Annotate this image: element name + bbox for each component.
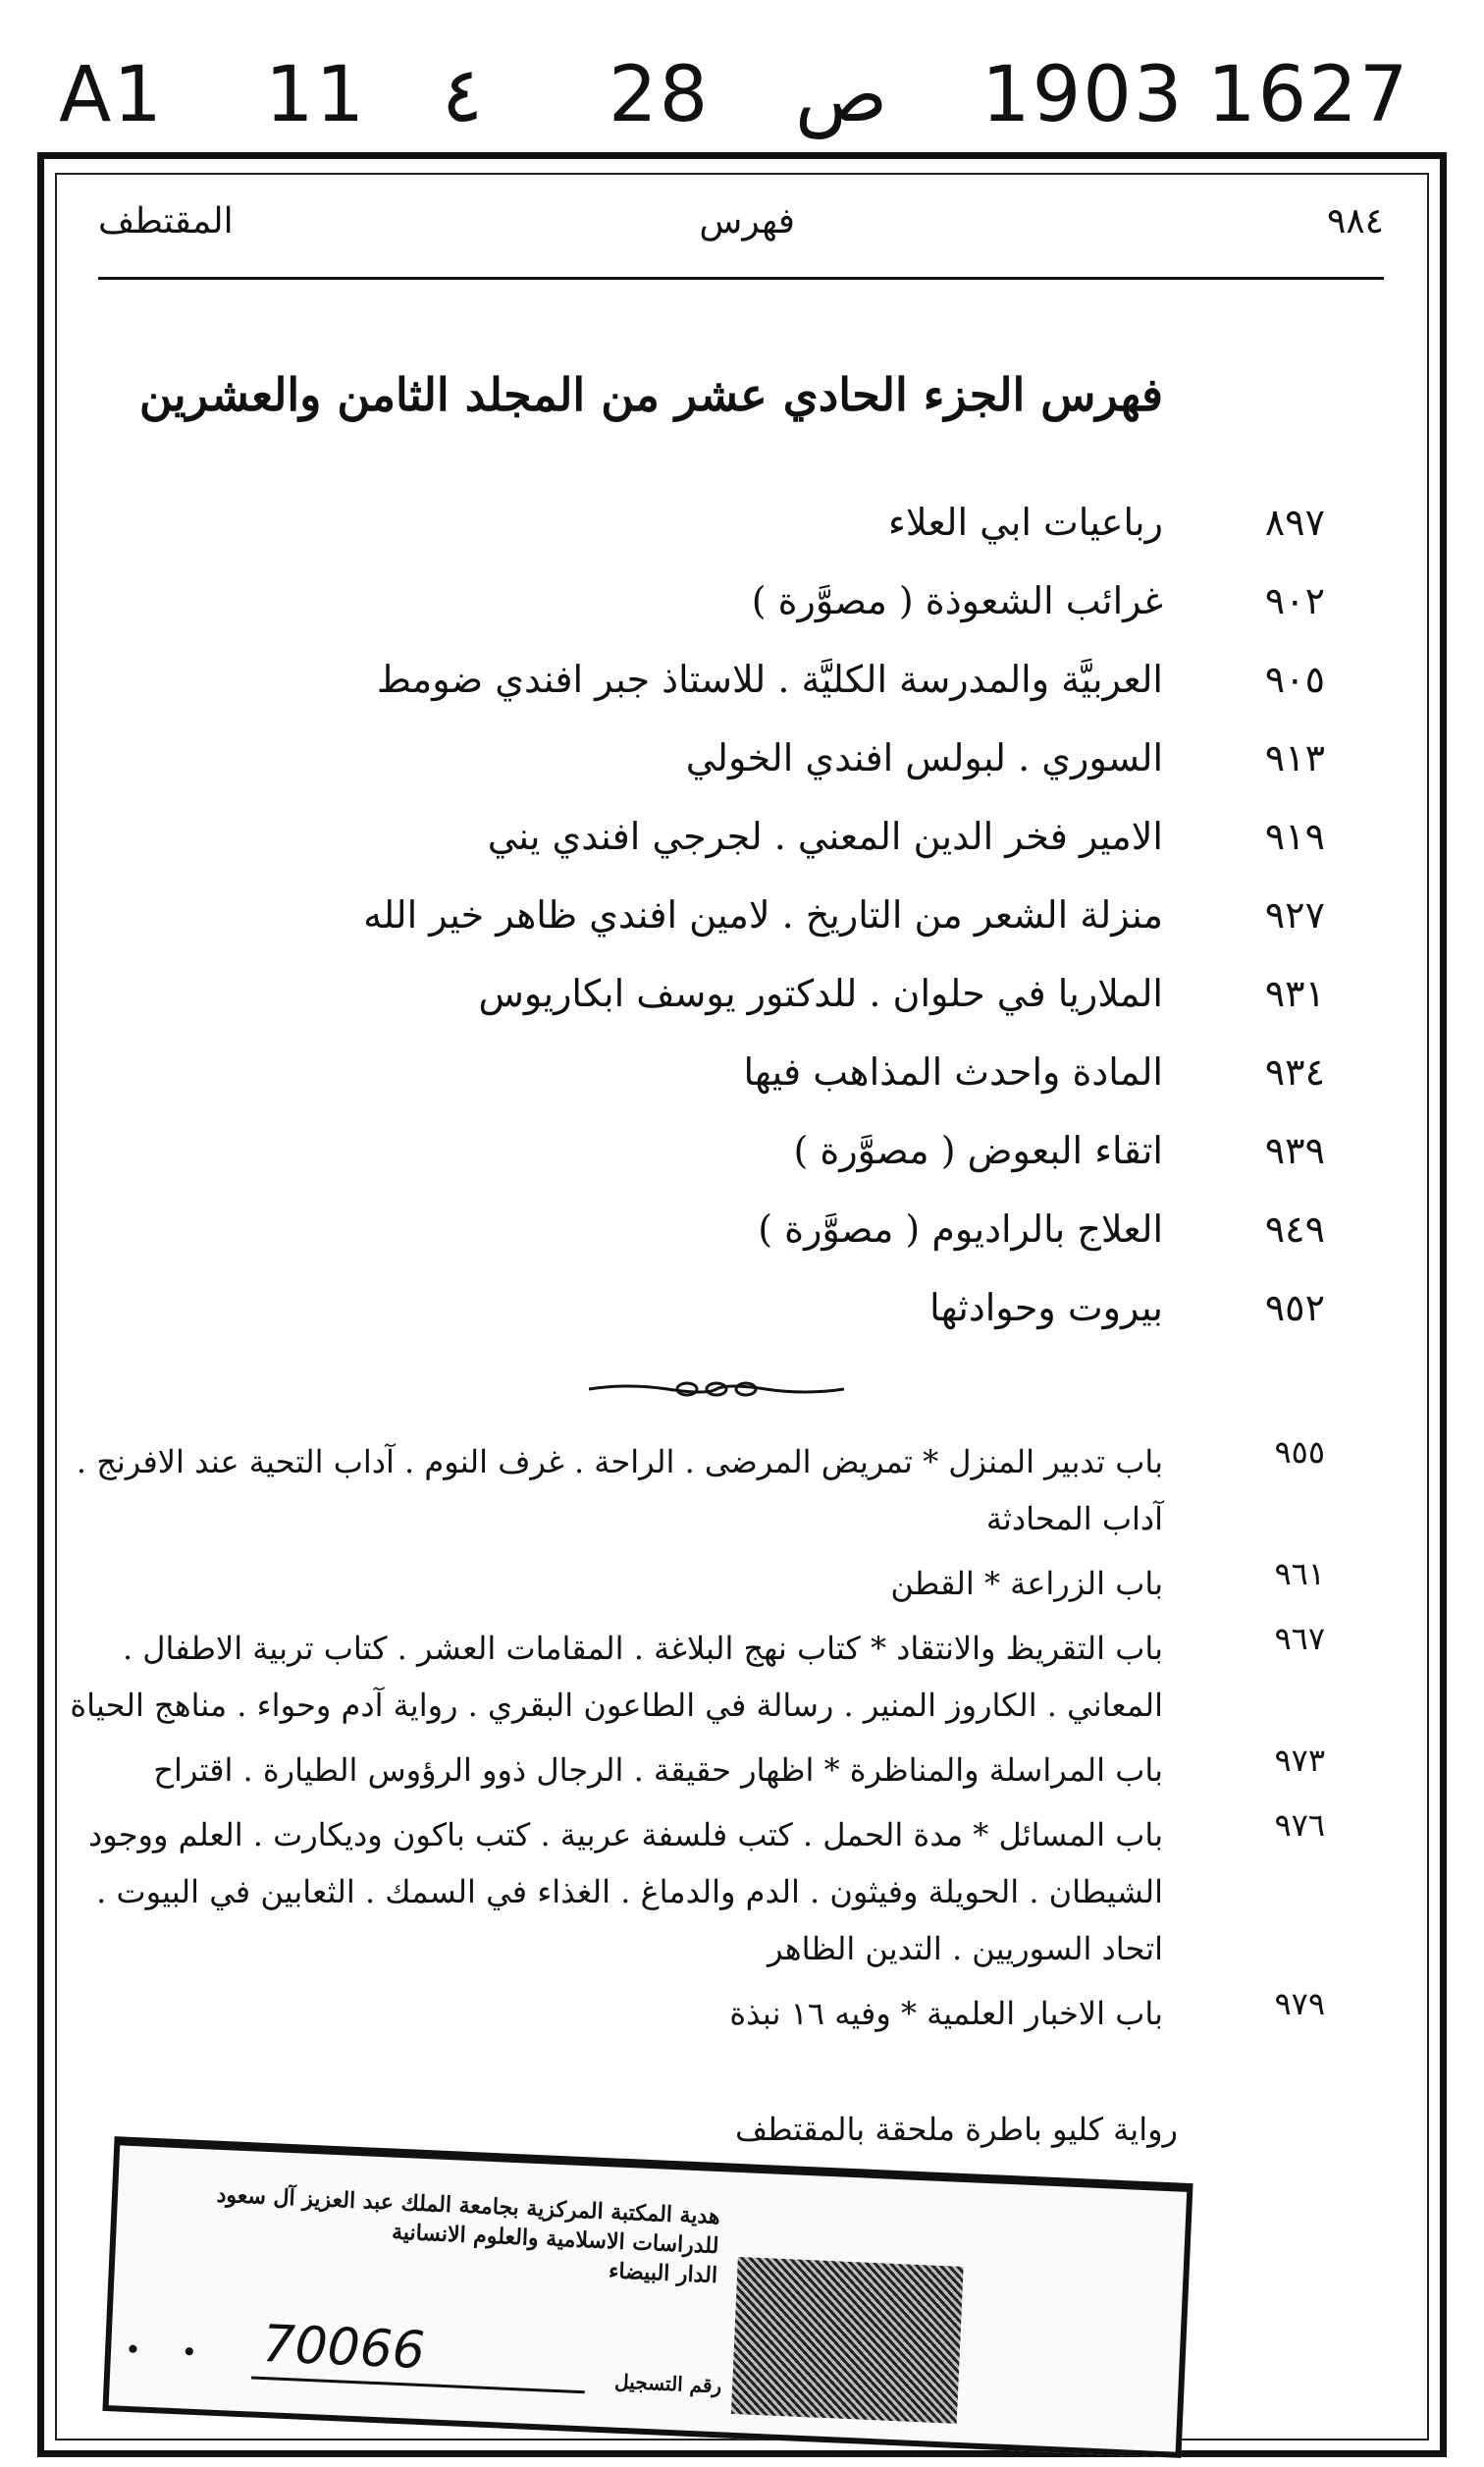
toc-title: غرائب الشعوذة ( مصوَّرة ) [751, 579, 1163, 622]
section-line: باب تدبير المنزل * تمريض المرضى . الراحة . غرف النوم . آداب التحية عند الافرنج . [76, 1443, 1163, 1480]
page-title: فهرس الجزء الحادي عشر من المجلد الثامن والعشرين [138, 368, 1163, 421]
section-page: ٩٧٦ [1274, 1806, 1325, 1844]
toc-row [98, 1286, 1325, 1365]
stamp-line: هدية المكتبة المركزية بجامعة الملك عبد العزيز آل سعود [216, 2181, 721, 2230]
toc-page: ٩٠٥ [1264, 658, 1325, 701]
toc-row [98, 1129, 1325, 1207]
toc-page: ٩٥٢ [1264, 1286, 1325, 1329]
toc-title: رباعيات ابي العلاء [888, 501, 1163, 544]
section-entry [59, 1985, 1325, 2042]
section-line: المعاني . الكاروز المنير . رسالة في الطاعون البقري . رواية آدم وحواء . مناهج الحياة [70, 1687, 1163, 1724]
toc-title: الامير فخر الدين المعني . لجرجي افندي يني [487, 815, 1163, 858]
ornament-divider [589, 1369, 844, 1409]
header-journal: المقتطف [98, 201, 234, 241]
toc-page: ٩٣٤ [1264, 1050, 1325, 1094]
stamp-line: للدراسات الاسلامية والعلوم الانسانية [391, 2219, 719, 2260]
toc-list [98, 501, 1325, 1365]
section-entry [59, 1433, 1325, 1547]
handwritten-reference [59, 51, 1433, 159]
section-entry [59, 1620, 1325, 1734]
toc-row [98, 815, 1325, 893]
toc-page: ٩٣١ [1264, 972, 1325, 1015]
section-page: ٩٦١ [1274, 1555, 1325, 1592]
toc-title: المادة واحدث المذاهب فيها [743, 1050, 1163, 1094]
stamp-registration-number: 70066 [261, 2314, 427, 2382]
section-page: ٩٦٧ [1274, 1620, 1325, 1657]
hand-ref-4: 28 [609, 51, 711, 139]
section-entry [59, 1806, 1325, 1977]
toc-row [98, 501, 1325, 579]
hand-ref-7: 1627 [1207, 51, 1410, 139]
hand-ref-6: 1903 [981, 51, 1185, 139]
section-page: ٩٧٩ [1274, 1985, 1325, 2022]
toc-page: ٩١٣ [1264, 736, 1325, 779]
section-line: باب المراسلة والمناظرة * اظهار حقيقة . الرجال ذوو الرؤوس الطيارة . اقتراح [153, 1751, 1163, 1789]
header-rule [98, 277, 1384, 280]
toc-row [98, 1207, 1325, 1286]
section-entry [59, 1555, 1325, 1612]
toc-page: ٩٣٩ [1264, 1129, 1325, 1172]
toc-row [98, 893, 1325, 972]
hand-ref-5: ص [795, 51, 888, 139]
toc-title: العلاج بالراديوم ( مصوَّرة ) [758, 1207, 1163, 1251]
stamp-emblem-image [731, 2257, 964, 2424]
section-line: باب المسائل * مدة الحمل . كتب فلسفة عربية . كتب باكون وديكارت . العلم ووجود [87, 1816, 1163, 1853]
hand-ref-2: 11 [265, 51, 367, 139]
stamp-dots: • • [124, 2333, 214, 2370]
section-entry [59, 1742, 1325, 1798]
section-line: باب الاخبار العلمية * وفيه ١٦ نبذة [729, 1995, 1163, 2032]
section-line: باب التقريظ والانتقاد * كتاب نهج البلاغة . المقامات العشر . كتاب تربية الاطفال . [122, 1630, 1163, 1667]
hand-ref-1: A1 [59, 51, 164, 139]
toc-title: السوري . لبولس افندي الخولي [685, 736, 1163, 779]
stamp-sign-label: رقم التسجيل [613, 2369, 722, 2398]
section-page: ٩٥٥ [1274, 1433, 1325, 1471]
toc-page: ٨٩٧ [1264, 501, 1325, 544]
toc-title: اتقاء البعوض ( مصوَّرة ) [793, 1129, 1163, 1172]
toc-page: ٩١٩ [1264, 815, 1325, 858]
section-line: الشيطان . الحويلة وفيثون . الدم والدماغ . الغذاء في السمك . الثعابين في البيوت . [96, 1873, 1163, 1910]
toc-title: العربيَّة والمدرسة الكليَّة . للاستاذ جبر افندي ضومط [376, 658, 1163, 701]
toc-page: ٩٤٩ [1264, 1207, 1325, 1251]
toc-page: ٩٠٢ [1264, 579, 1325, 622]
section-line: اتحاد السوريين . التدين الظاهر [768, 1930, 1163, 1967]
hand-ref-3: ٤ [442, 51, 483, 139]
toc-page: ٩٢٧ [1264, 893, 1325, 937]
toc-title: الملاريا في حلوان . للدكتور يوسف ابكاريوس [478, 972, 1163, 1015]
toc-row [98, 579, 1325, 658]
toc-title: منزلة الشعر من التاريخ . لامين افندي ظاهر خير الله [363, 893, 1163, 937]
section-page: ٩٧٣ [1274, 1742, 1325, 1779]
toc-row [98, 972, 1325, 1050]
stamp-line: الدار البيضاء [608, 2258, 718, 2289]
header-section: فهرس [699, 201, 795, 241]
section-line: باب الزراعة * القطن [890, 1565, 1163, 1602]
supplement-line: رواية كليو باطرة ملحقة بالمقتطف [735, 2111, 1178, 2148]
running-header [98, 201, 1384, 260]
toc-row [98, 736, 1325, 815]
library-stamp [102, 2136, 1192, 2458]
toc-row [98, 1050, 1325, 1129]
toc-title: بيروت وحوادثها [929, 1286, 1163, 1329]
header-page-number: ٩٨٤ [1326, 201, 1384, 241]
toc-row [98, 658, 1325, 736]
sections-list [59, 1433, 1325, 2050]
section-line: آداب المحادثة [985, 1500, 1163, 1537]
